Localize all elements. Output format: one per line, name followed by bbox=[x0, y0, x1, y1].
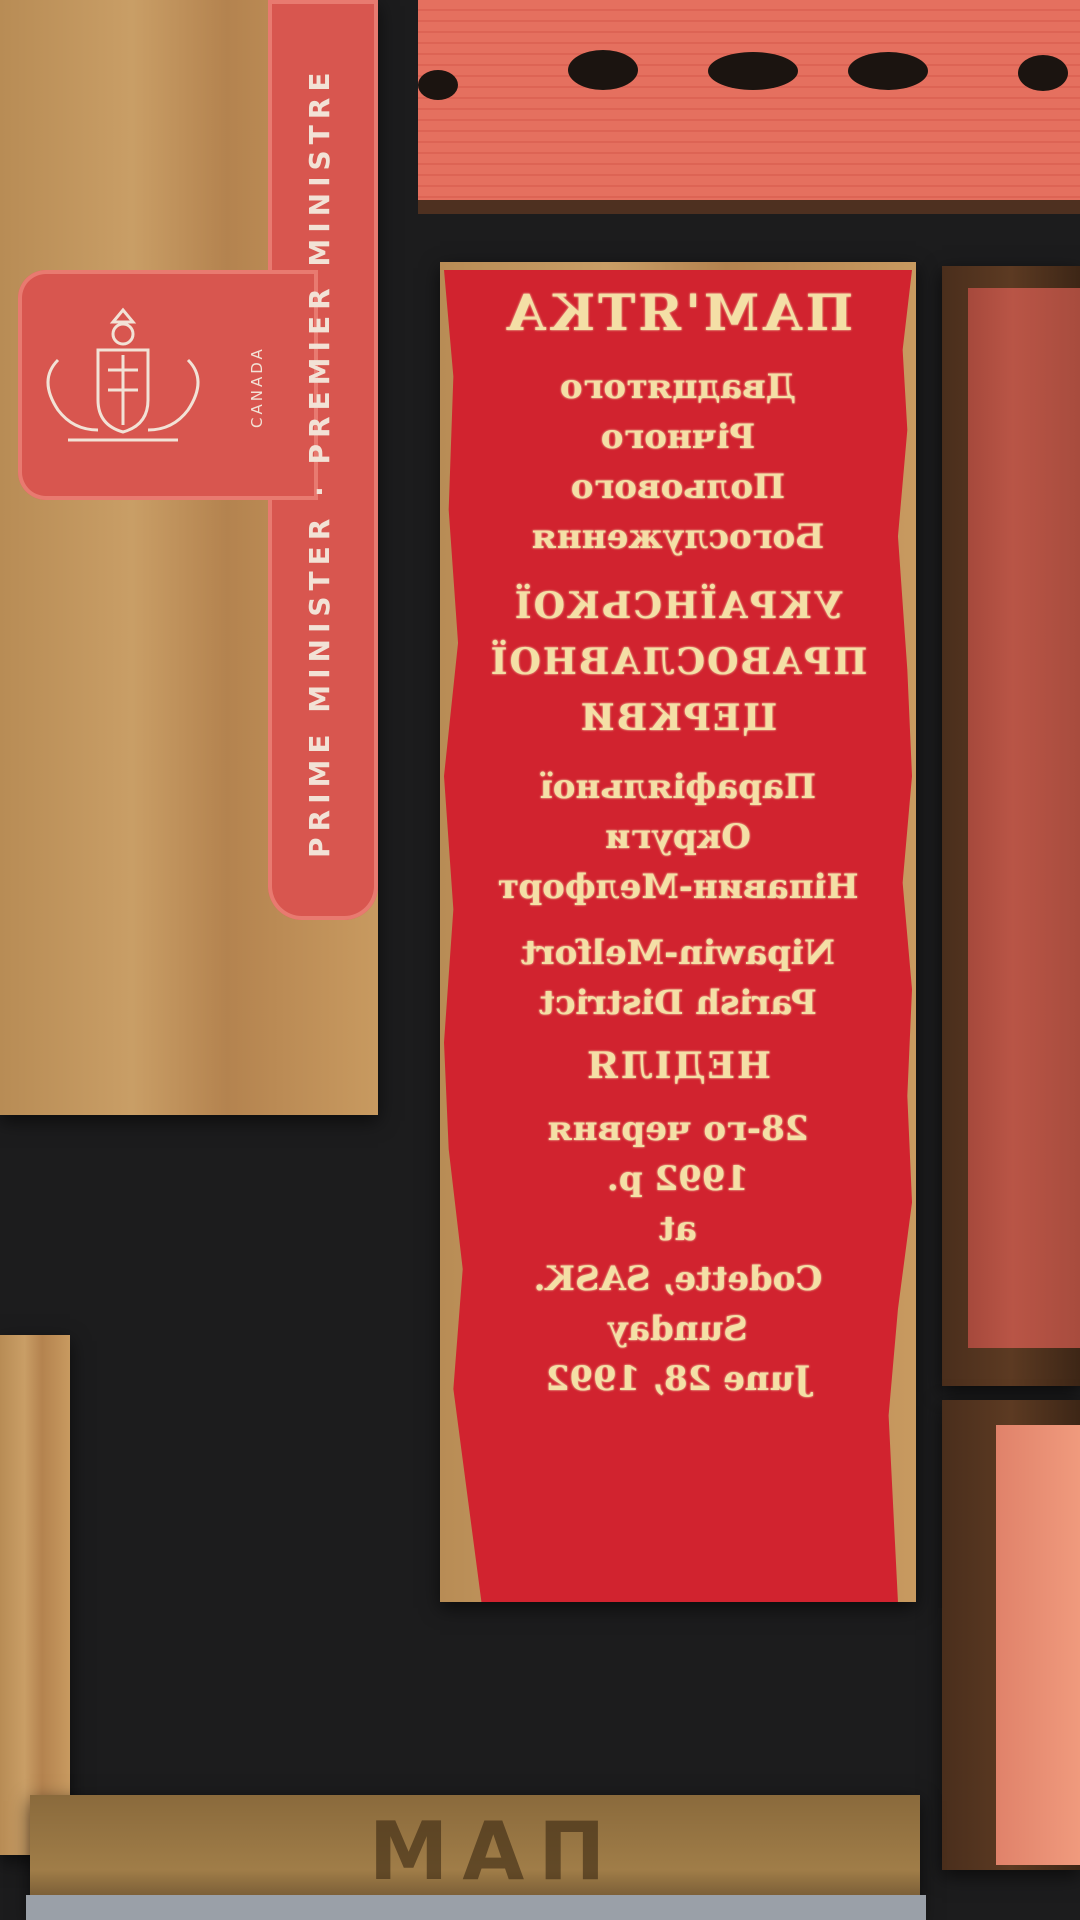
stamp-line: 28-го червня bbox=[547, 1109, 809, 1149]
center-stamp-text bbox=[444, 270, 912, 1602]
stamp-line: ПРАВОСЛАВНОЇ bbox=[488, 641, 868, 683]
stamp-line: НЕДІЛЯ bbox=[585, 1045, 771, 1087]
stamp-line: June 28, 1992 bbox=[545, 1359, 811, 1399]
stamp-line: 1992 р. bbox=[606, 1159, 750, 1199]
pm-country-text: CANADA bbox=[248, 346, 266, 428]
stamp-line: Парафіяльної bbox=[539, 767, 817, 807]
bottom-metal-base bbox=[26, 1895, 926, 1920]
stamp-line: Parish District bbox=[539, 983, 817, 1023]
stamp-line: Округи bbox=[605, 817, 751, 857]
right-stamp-face bbox=[968, 288, 1080, 1348]
right-stamp-face bbox=[996, 1425, 1080, 1865]
stamp-line: Nipawin-Melfort bbox=[521, 933, 835, 973]
stamp-line: УКРАЇНСЬКОЇ bbox=[512, 585, 844, 627]
plate-hole bbox=[708, 52, 798, 90]
stamp-line: Ніпавин-Мелфорт bbox=[497, 867, 859, 907]
coat-of-arms-icon bbox=[28, 300, 218, 460]
plate-hole bbox=[1018, 55, 1068, 91]
bottom-left-wood-block bbox=[0, 1335, 70, 1855]
stamp-line: Codette, SASK. bbox=[533, 1259, 823, 1299]
stamp-line: Річного bbox=[600, 417, 756, 457]
stamp-line: Двадцятого bbox=[559, 367, 797, 407]
pm-stamp-arm bbox=[18, 270, 318, 500]
plate-hole bbox=[568, 50, 638, 90]
plate-hole bbox=[848, 52, 928, 90]
stamp-title: ПАМ'ЯТКА bbox=[502, 283, 854, 342]
stamp-line: Польового bbox=[570, 467, 786, 507]
stamp-line: Sunday bbox=[608, 1309, 748, 1349]
pm-stamp-text: PRIME MINISTER · PREMIER MINISTRE bbox=[303, 66, 336, 858]
bottom-block-text: ПАМ bbox=[354, 1812, 606, 1892]
plate-hole bbox=[418, 70, 458, 100]
stamp-line: at bbox=[659, 1209, 697, 1249]
stamp-line: Богослуження bbox=[531, 517, 825, 557]
stamp-line: ЦЕРКВИ bbox=[578, 697, 778, 739]
music-plate bbox=[418, 0, 1080, 214]
